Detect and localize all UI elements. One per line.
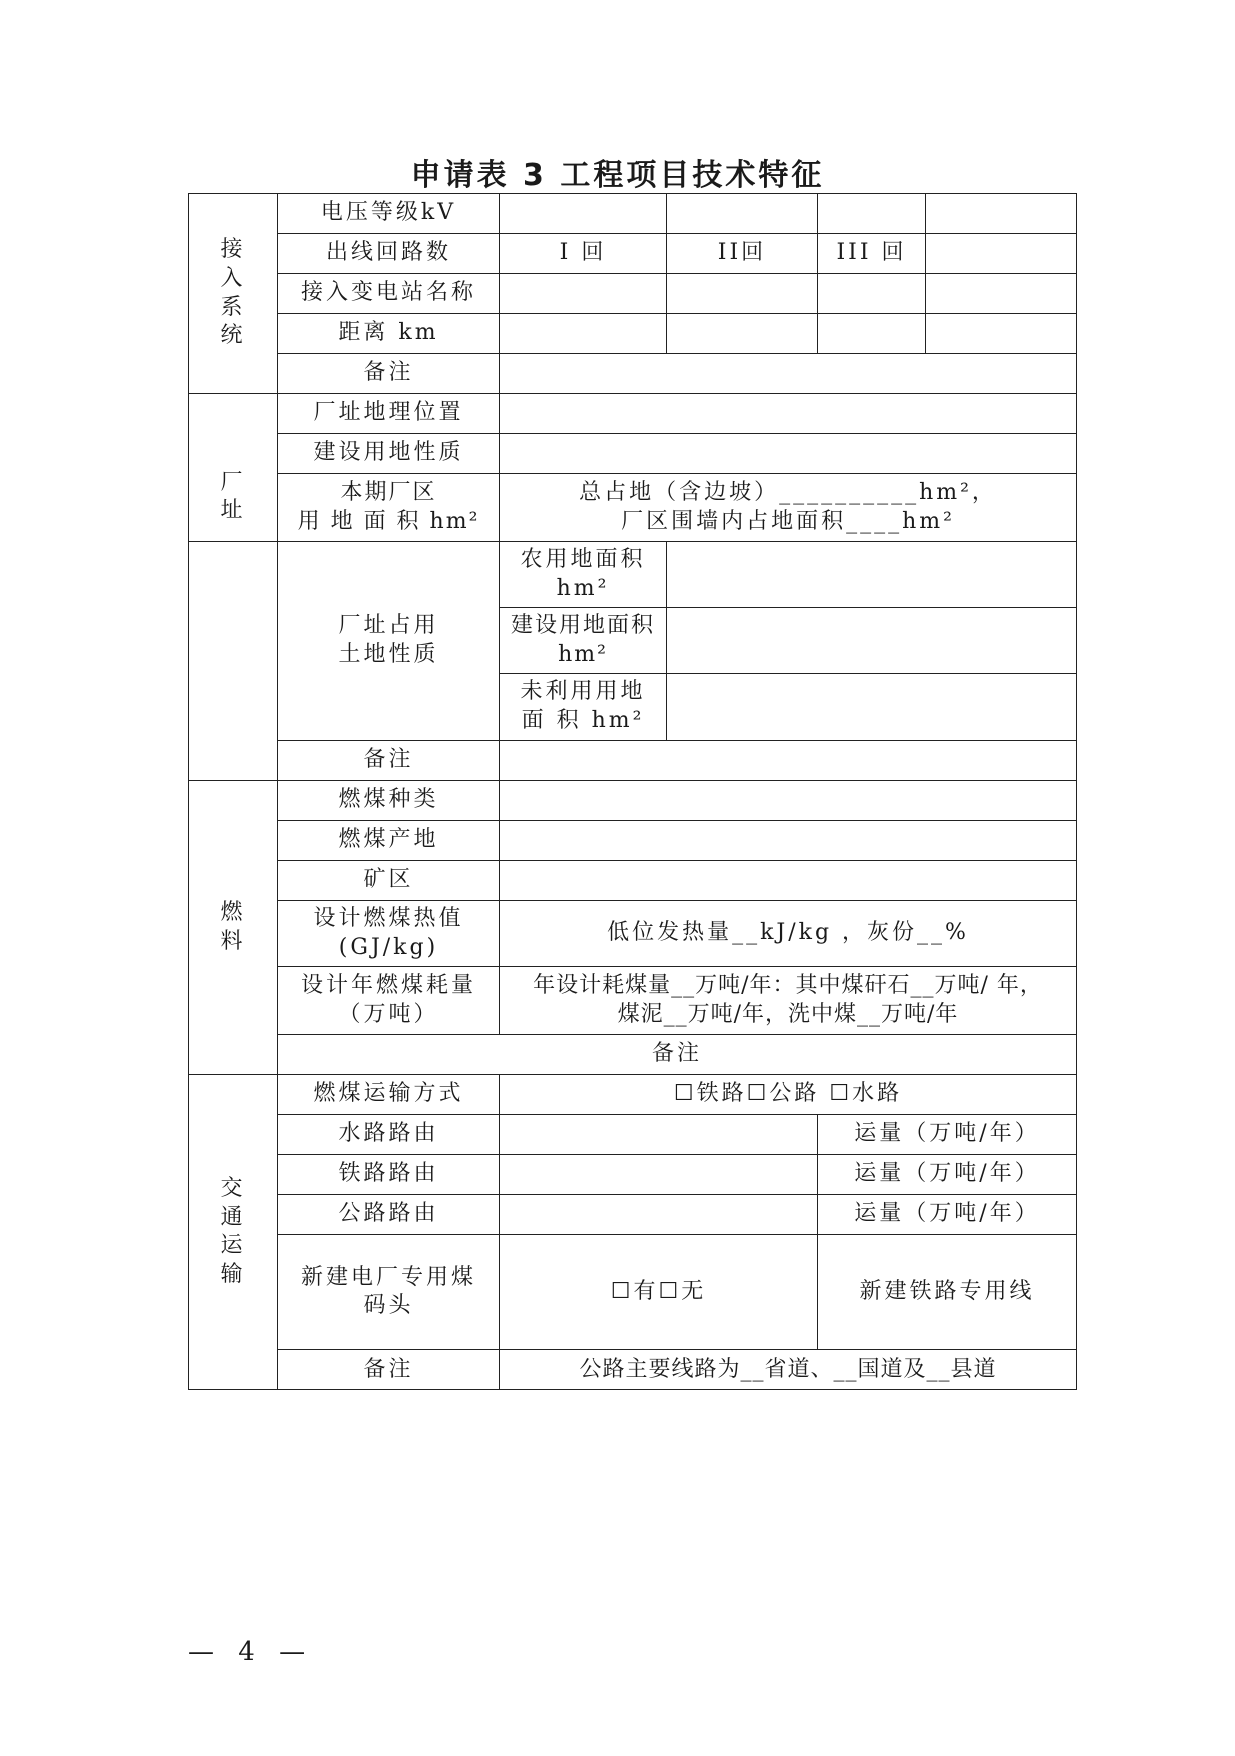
circuit-option-1[interactable]: I 回 [500, 234, 667, 274]
coal-consumption-label: 设计年燃煤耗量 （万吨） [278, 967, 500, 1035]
wharf-options[interactable]: ☐有☐无 [500, 1235, 818, 1350]
road-route-value[interactable] [500, 1195, 818, 1235]
section-site: 厂 址 [189, 394, 278, 542]
access-remark-label: 备注 [278, 354, 500, 394]
transport-remark-label: 备注 [278, 1350, 500, 1390]
coal-type-value[interactable] [500, 781, 1077, 821]
construction-land-label: 建设用地面积 hm² [500, 608, 667, 674]
unused-land-value[interactable] [667, 674, 1077, 741]
section-transport: 交 通 运 输 [189, 1075, 278, 1390]
circuit-option-2[interactable]: II回 [667, 234, 818, 274]
mine-label: 矿区 [278, 861, 500, 901]
transport-method-options[interactable]: ☐铁路☐公路 ☐水路 [500, 1075, 1077, 1115]
distance-value-3[interactable] [818, 314, 926, 354]
road-route-label: 公路路由 [278, 1195, 500, 1235]
wharf-label: 新建电厂专用煤 码头 [278, 1235, 500, 1350]
circuits-label: 出线回路数 [278, 234, 500, 274]
distance-label: 距离 km [278, 314, 500, 354]
site-remark-label: 备注 [278, 741, 500, 781]
site-area-label: 本期厂区 用 地 面 积 hm² [278, 474, 500, 542]
voltage-label: 电压等级kV [278, 194, 500, 234]
form-title: 申请表 3 工程项目技术特征 [410, 158, 825, 193]
site-location-value[interactable] [500, 394, 1077, 434]
distance-value-2[interactable] [667, 314, 818, 354]
technical-features-table [188, 193, 1077, 1390]
access-remark-value[interactable] [500, 354, 1077, 394]
site-location-label: 厂址地理位置 [278, 394, 500, 434]
substation-value-3[interactable] [818, 274, 926, 314]
heat-value-label: 设计燃煤热值 (GJ/kg) [278, 901, 500, 967]
voltage-value-1[interactable] [500, 194, 667, 234]
water-route-label: 水路路由 [278, 1115, 500, 1155]
site-remark-value[interactable] [500, 741, 1077, 781]
section-fuel: 燃 料 [189, 781, 278, 1075]
substation-value-2[interactable] [667, 274, 818, 314]
land-nature-label: 建设用地性质 [278, 434, 500, 474]
substation-value-4[interactable] [926, 274, 1077, 314]
rail-route-value[interactable] [500, 1155, 818, 1195]
water-route-value[interactable] [500, 1115, 818, 1155]
farmland-label: 农用地面积 hm² [500, 542, 667, 608]
farmland-value[interactable] [667, 542, 1077, 608]
section-access-system: 接 入 系 统 [189, 194, 278, 394]
coal-type-label: 燃煤种类 [278, 781, 500, 821]
site-area-value[interactable]: 总占地（含边坡）__________hm²， 厂区围墙内占地面积____hm² [500, 474, 1077, 542]
rail-line-label: 新建铁路专用线 [818, 1235, 1077, 1350]
road-volume-label: 运量（万吨/年） [818, 1195, 1077, 1235]
water-volume-label: 运量（万吨/年） [818, 1115, 1077, 1155]
transport-remark-value[interactable]: 公路主要线路为__省道、__国道及__县道 [500, 1350, 1077, 1390]
page-number: — 4 — [188, 1637, 314, 1667]
land-use-label: 厂址占用 土地性质 [278, 542, 500, 741]
rail-volume-label: 运量（万吨/年） [818, 1155, 1077, 1195]
construction-land-value[interactable] [667, 608, 1077, 674]
voltage-value-3[interactable] [818, 194, 926, 234]
circuit-value-4[interactable] [926, 234, 1077, 274]
distance-value-4[interactable] [926, 314, 1077, 354]
fuel-remark-label: 备注 [278, 1035, 1077, 1075]
substation-value-1[interactable] [500, 274, 667, 314]
coal-origin-value[interactable] [500, 821, 1077, 861]
voltage-value-4[interactable] [926, 194, 1077, 234]
rail-route-label: 铁路路由 [278, 1155, 500, 1195]
coal-origin-label: 燃煤产地 [278, 821, 500, 861]
coal-consumption-value[interactable]: 年设计耗煤量__万吨/年：其中煤矸石__万吨/ 年， 煤泥__万吨/年，洗中煤__万吨/年 [500, 967, 1077, 1035]
transport-method-label: 燃煤运输方式 [278, 1075, 500, 1115]
land-nature-value[interactable] [500, 434, 1077, 474]
site-section-continuation [189, 542, 278, 781]
circuit-option-3[interactable]: III 回 [818, 234, 926, 274]
substation-label: 接入变电站名称 [278, 274, 500, 314]
heat-value-field[interactable]: 低位发热量__kJ/kg ，灰份__% [500, 901, 1077, 967]
distance-value-1[interactable] [500, 314, 667, 354]
unused-land-label: 未利用用地 面 积 hm² [500, 674, 667, 741]
voltage-value-2[interactable] [667, 194, 818, 234]
mine-value[interactable] [500, 861, 1077, 901]
